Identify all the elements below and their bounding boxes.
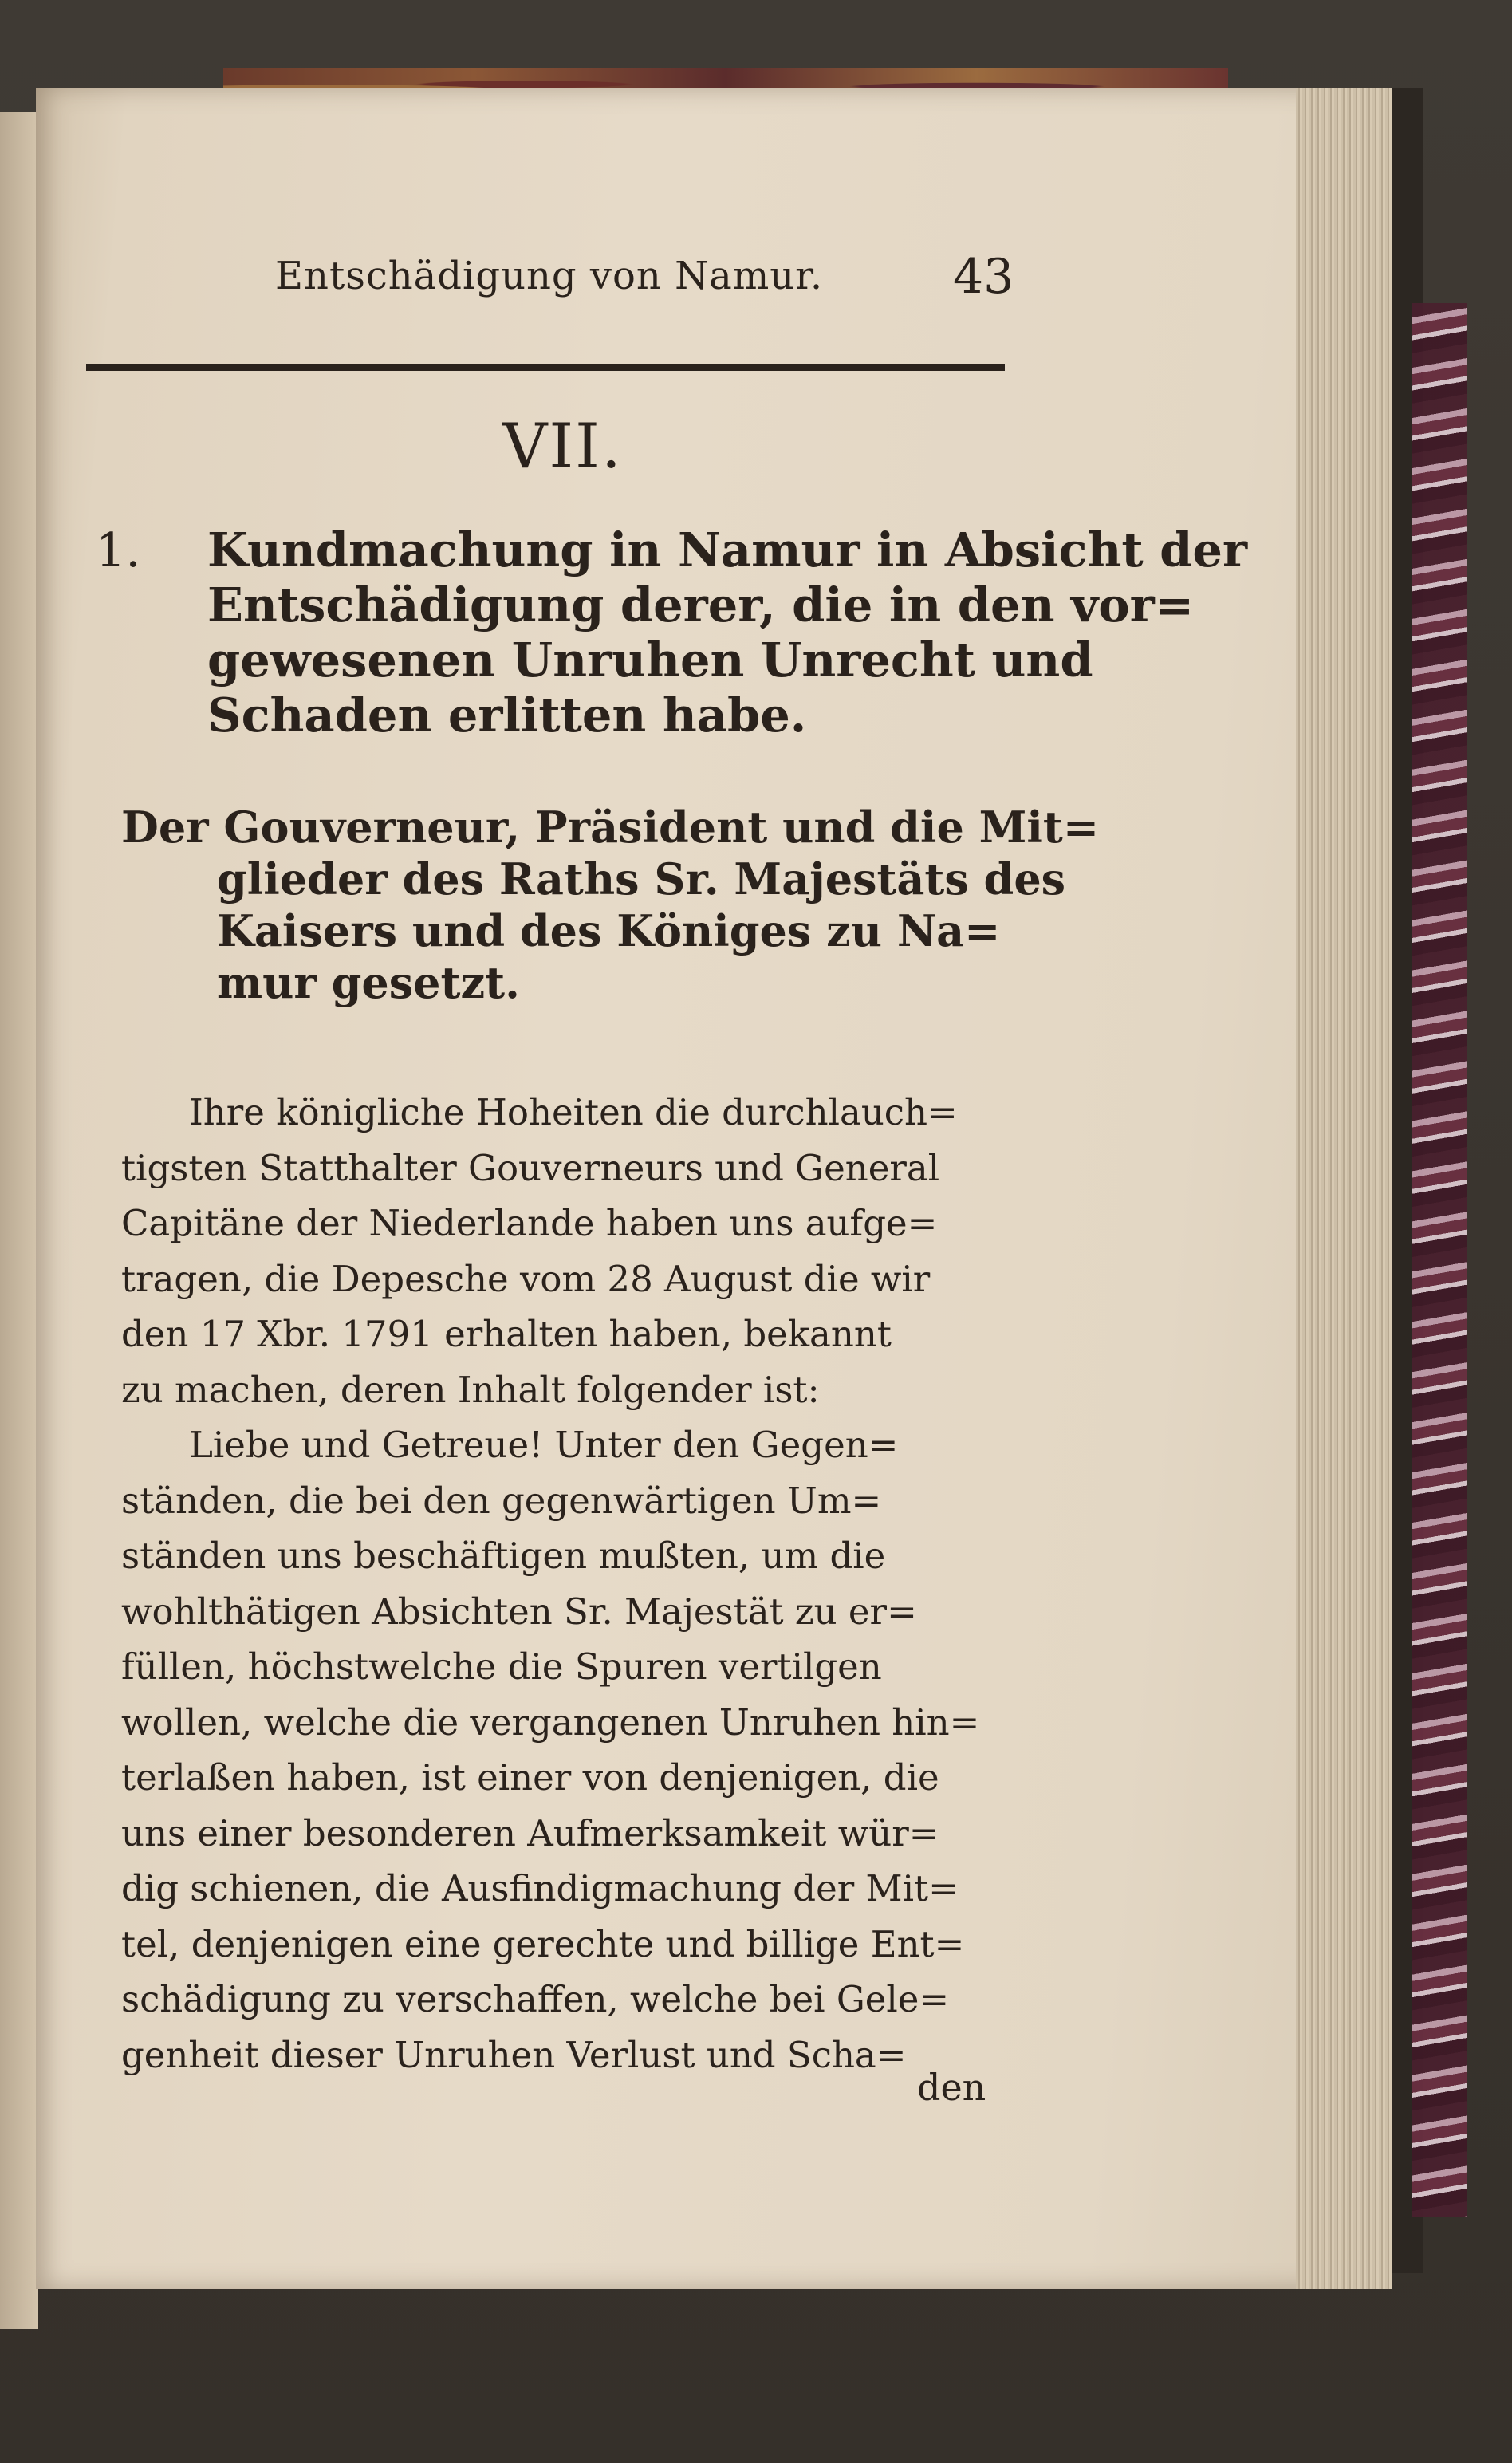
body-line: wohlthätigen Absichten Sr. Majestät zu er= xyxy=(121,1590,917,1633)
page-number: 43 xyxy=(953,249,1014,305)
body-line: ständen, die bei den gegenwärtigen Um= xyxy=(121,1479,882,1522)
header-rule xyxy=(86,364,1005,371)
body-line: ständen uns beschäftigen mußten, um die xyxy=(121,1535,886,1577)
chapter-number: VII. xyxy=(502,411,623,483)
issuer-heading xyxy=(121,802,1100,1009)
subheading-line: glieder des Raths Sr. Majestäts des xyxy=(217,853,1066,904)
body-line: zu machen, deren Inhalt folgender ist: xyxy=(121,1368,820,1411)
body-line: terlaßen haben, ist einer von denjenigen, die xyxy=(121,1756,939,1799)
body-line: uns einer besonderen Aufmerksamkeit wür= xyxy=(121,1811,939,1854)
body-line: Ihre königliche Hoheiten die durchlauch= xyxy=(189,1091,958,1133)
body-text xyxy=(121,1085,1046,2083)
page-edges xyxy=(1296,88,1392,2289)
body-line: tel, denjenigen eine gerechte und billige Ent= xyxy=(121,1922,965,1965)
body-line: tragen, die Depesche vom 28 August die wir xyxy=(121,1257,931,1300)
body-line: füllen, höchstwelche die Spuren vertilgen xyxy=(121,1645,882,1688)
body-line: Liebe und Getreue! Unter den Gegen= xyxy=(189,1424,899,1466)
heading-number: 1. xyxy=(96,522,141,577)
catchword: den xyxy=(917,2066,986,2109)
body-line: Capitäne der Niederlande haben uns aufge= xyxy=(121,1202,938,1244)
heading-line: Entschädigung derer, die in den vor= xyxy=(207,577,1195,632)
heading-line: Schaden erlitten habe. xyxy=(207,688,807,743)
subheading-line: Der Gouverneur, Präsident und die Mit= xyxy=(121,802,1100,853)
body-line: schädigung zu verschaffen, welche bei Gele= xyxy=(121,1978,950,2020)
subheading-line: mur gesetzt. xyxy=(217,957,520,1008)
body-line: tigsten Statthalter Gouverneurs und General xyxy=(121,1146,940,1189)
heading-line: Kundmachung in Namur in Absicht der xyxy=(207,522,1248,577)
heading-line: gewesenen Unruhen Unrecht und xyxy=(207,632,1093,688)
body-line: wollen, welche die vergangenen Unruhen hin= xyxy=(121,1700,980,1744)
body-line: dig schienen, die Ausfindigmachung der Mit= xyxy=(121,1867,959,1909)
marbled-cover-right xyxy=(1412,303,1467,2217)
previous-page-edge xyxy=(0,112,38,2329)
body-line: den 17 Xbr. 1791 erhalten haben, bekannt xyxy=(121,1313,892,1355)
running-head: Entschädigung von Namur. xyxy=(275,254,824,298)
subheading-line: Kaisers und des Königes zu Na= xyxy=(217,905,1001,956)
body-line: genheit dieser Unruhen Verlust und Scha= xyxy=(121,2033,907,2076)
section-heading xyxy=(96,522,1248,743)
